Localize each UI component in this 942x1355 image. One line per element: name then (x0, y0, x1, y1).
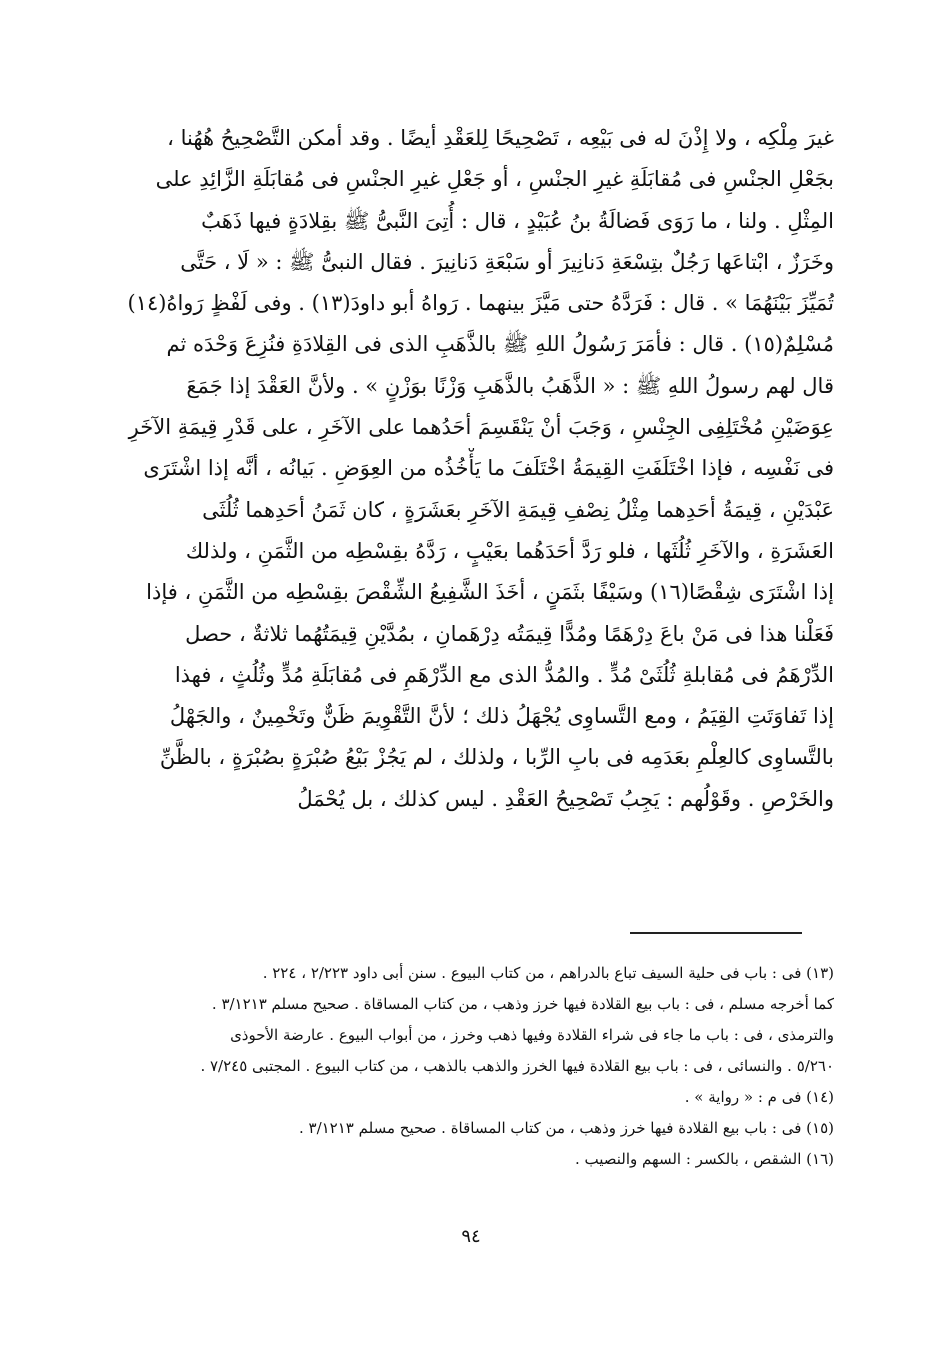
text-line: مُسْلِمٌ(١٥) . قال : فأمَرَ رَسُولُ اللهِ ﷺ بالذَّهَبِ الذى فى القِلادَةِ فنُزِعَ وَحْدَه ثم (166, 332, 834, 357)
text-line: فَعَلْنا هذا فى مَنْ باعَ دِرْهَمًا ومُدًّا قِيمَتُه دِرْهَمانِ ، بمُدَّيْنِ قِيمَتُهُما ثلاثةٌ ، حصل (185, 621, 834, 646)
footnote-16: (١٦) الشقص ، بالكسر : السهم والنصيب . (574, 1150, 834, 1168)
footnotes (112, 958, 834, 1175)
text-line: والخَرْصِ . وقَوْلُهم : يَجِبُ تَصْحِيحُ العَقْدِ . ليس كذلك ، بل يُحْمَلُ (297, 786, 834, 811)
text-line: الدِّرْهَمُ فى مُقابلةِ ثُلُثَىْ مُدٍّ . والمُدُّ الذى مع الدِّرْهَمِ فى مُقابَلَةِ مُدٍّ وثُلُثٍ ، فهذا (174, 662, 834, 687)
text-line: المِثْلِ . ولنا ، ما رَوَى فَضالَةُ بنُ عُبَيْدٍ ، قال : أُتِىَ النَّبىُّ ﷺ بقِلادَةٍ فيها ذَهَبٌ (201, 208, 834, 233)
footnote-15: (١٥) فى : باب بيع القلادة فيها خرز وذهب ، من كتاب المساقاة . صحيح مسلم ٣/١٢١٣ . (298, 1119, 834, 1137)
text-line: فى نَفْسِه ، فإذا اخْتَلَفَتِ القِيمَةُ اخْتَلَفَ ما يَأْخُذُه من العِوَضِ . بَيانُه ، أنَّه إذا اشْتَرَى (143, 456, 834, 481)
text-line: وخَرَزٌ ، ابْتاعَها رَجُلٌ بتِسْعَةِ دَنانِيرَ أو سَبْعَةِ دَنانِيرَ . فقال النبىُّ ﷺ : « لَا ، حَتَّى (180, 249, 834, 274)
text-line: غيرَ مِلْكِه ، ولا إِذْنَ له فى بَيْعِه ، تَصْحِيحًا لِلعَقْدِ أيضًا . وقد أمكن التَّصْحِيحُ هُهُنا ، (167, 126, 834, 150)
text-line: تُمَيِّزَ بَيْنَهُمَا » . قال : فَرَدَّهُ حتى مَيَّزَ بينهما . رَواهُ أبو داودَ(١٣) . وفى لَفْظٍ رَواهُ(١٤) (127, 291, 834, 316)
page-number: ٩٤ (461, 1226, 481, 1247)
footnote-15-tirmidhi: والترمذى ، فى : باب ما جاء فى شراء القلادة وفيها ذهب وخرز ، من أبواب البيوع . عارضة الأحوذى (230, 1026, 834, 1044)
text-line: قال لهم رسولُ اللهِ ﷺ : « الذَّهَبُ بالذَّهَبِ وَزْنًا بوَزْنٍ » . ولأنَّ العَقْدَ إذا جَمَعَ (186, 373, 834, 398)
footnote-14: (١٤) فى م : « رواية » . (684, 1088, 834, 1106)
text-line: عَبْدَيْنِ ، قِيمَةُ أحَدِهما مِثْلُ نِصْفِ قِيمَةِ الآخَرِ بعَشَرَةٍ ، كان ثَمَنُ أحَدِهما ثُلُثَى (202, 497, 834, 522)
text-line: العَشَرَةِ ، والآخَرِ ثُلُثَها ، فلو رَدَّ أحَدَهُما بعَيْبٍ ، رَدَّهُ بقِسْطِه من الثَّمَنِ ، ولذلك (185, 538, 834, 563)
text-line: إذا اشْتَرَى شِقْصًا(١٦) وسَيْفًا بثَمَنٍ ، أخَذَ الشَّفِيعُ الشِّقْصَ بقِسْطِه من الثَّمَنِ ، فإذا (146, 580, 834, 605)
footnote-15-muslim: كما أخرجه مسلم ، فى : باب بيع القلادة فيها خرز وذهب ، من كتاب المساقاة . صحيح مسلم ٣/١٢١٣ . (211, 995, 834, 1013)
main-text (118, 118, 834, 820)
text-line: عِوَضَيْنِ مُخْتَلِفِى الجِنْسِ ، وَجَبَ أنْ يَنْقَسِمَ أحَدُهما على الآخَرِ ، على قَدْرِ قِيمَةِ الآخَرِ (128, 415, 834, 440)
footnote-13: (١٣) فى : باب فى حلية السيف تباع بالدراهم ، من كتاب البيوع . سنن أبى داود ٢/٢٢٣ ، ٢٢٤ . (262, 964, 834, 982)
text-line: بالتَّساوِى كالعِلْمِ بعَدَمِه فى بابِ الرِّبا ، ولذلك ، لم يَجُزْ بَيْعُ صُبْرَةٍ بصُبْرَةٍ ، بالظَّنِّ (159, 745, 834, 770)
text-line: إذا تَفاوَتَتِ القِيَمُ ، ومع التَّساوِى يُجْهَلُ ذلك ؛ لأنَّ التَّقْوِيمَ ظَنٌّ وتَخْمِينٌ ، والجَهْلُ (169, 704, 834, 729)
footnote-divider (630, 932, 802, 934)
text-line: بجَعْلِ الجنْسِ فى مُقابَلَةِ غيرِ الجنْسِ ، أو جَعْلِ غيرِ الجنْسِ فى مُقابَلَةِ الزَّائِدِ على (155, 167, 834, 192)
footnote-15-nasai: ٥/٢٦٠ . والنسائى ، فى : باب بيع القلادة فيها الخرز والذهب بالذهب ، من كتاب البيوع . المجتبى ٧/٢٤٥ . (200, 1057, 834, 1075)
